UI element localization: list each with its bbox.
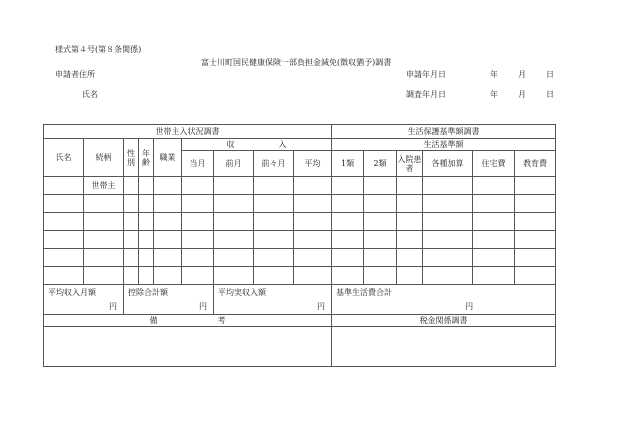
application-year: 年 xyxy=(490,70,498,79)
remarks-area xyxy=(44,327,332,367)
application-month: 月 xyxy=(518,70,526,79)
application-day: 日 xyxy=(546,70,554,79)
remarks-label-1: 備 xyxy=(149,316,158,325)
basic-living-total-yen: 円 xyxy=(465,302,474,311)
remarks-heading xyxy=(44,315,332,327)
col-inpatient: 入院患者 xyxy=(397,151,423,177)
remarks-label-2: 考 xyxy=(217,316,226,325)
tax-survey-area xyxy=(332,327,556,367)
head-of-household: 世帯主 xyxy=(84,177,124,195)
avg-income-label: 平均収入月額 xyxy=(48,288,96,297)
col-additions: 各種加算 xyxy=(423,151,473,177)
table-row xyxy=(44,267,556,285)
income-heading-2: 入 xyxy=(278,140,287,149)
income-heading xyxy=(182,139,332,151)
avg-income-cell xyxy=(44,285,124,315)
col-relation: 続柄 xyxy=(84,139,124,177)
living-basic-heading: 生活基準額 xyxy=(332,139,556,151)
col-class1: 1類 xyxy=(332,151,364,177)
survey-table xyxy=(43,124,556,367)
application-date-label: 申請年月日 xyxy=(406,70,446,79)
deduction-total-yen: 円 xyxy=(199,302,207,311)
household-income-heading: 世帯主入状況調書 xyxy=(44,125,332,139)
survey-date-label: 調査年月日 xyxy=(406,90,446,99)
col-job: 職業 xyxy=(154,139,182,177)
deduction-total-label: 控除合計額 xyxy=(128,288,168,297)
col-average: 平均 xyxy=(294,151,332,177)
avg-actual-income-yen: 円 xyxy=(317,302,326,311)
basic-living-total-label: 基準生活費合計 xyxy=(336,288,393,297)
form-title: 富士川町国民健康保険一部負担金減免(徴収猶予)調書 xyxy=(201,58,392,67)
col-prev-prev-month: 前々月 xyxy=(254,151,294,177)
basic-living-total-cell xyxy=(332,285,556,315)
table-row xyxy=(44,213,556,231)
col-name: 氏名 xyxy=(44,139,84,177)
col-prev-month: 前月 xyxy=(214,151,254,177)
survey-month: 月 xyxy=(518,90,526,99)
col-sex: 性別 xyxy=(124,139,139,177)
col-age: 年齢 xyxy=(139,139,154,177)
avg-actual-income-label: 平均実収入額 xyxy=(218,288,266,297)
avg-income-yen: 円 xyxy=(109,302,117,311)
income-heading-1: 収 xyxy=(226,140,235,149)
living-standard-heading: 生活保護基準額調書 xyxy=(332,125,556,139)
form-number: 様式第４号(第８条関係) xyxy=(55,45,142,54)
survey-year: 年 xyxy=(490,90,498,99)
applicant-address-label: 申請者住所 xyxy=(55,70,95,79)
col-class2: 2類 xyxy=(364,151,397,177)
table-row xyxy=(44,249,556,267)
table-row xyxy=(44,177,556,195)
table-row xyxy=(44,195,556,213)
deduction-total-cell xyxy=(124,285,214,315)
table-row xyxy=(44,231,556,249)
avg-actual-income-cell xyxy=(214,285,332,315)
applicant-name-label: 氏名 xyxy=(82,90,98,99)
survey-day: 日 xyxy=(546,90,554,99)
col-housing: 住宅費 xyxy=(473,151,515,177)
col-education: 教育費 xyxy=(515,151,556,177)
tax-survey-heading: 税金関係調書 xyxy=(332,315,556,327)
col-this-month: 当月 xyxy=(182,151,214,177)
